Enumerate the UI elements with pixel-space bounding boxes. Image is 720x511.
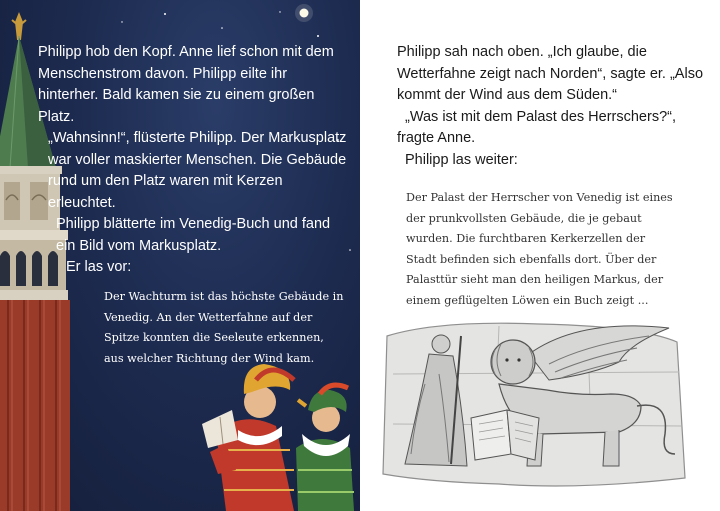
boy-figure bbox=[202, 364, 294, 511]
left-book-excerpt bbox=[104, 287, 344, 369]
right-book-excerpt bbox=[406, 188, 674, 311]
left-quote-text: Der Wachturm ist das höchste Gebäude in Venedig. An der Wetterfahne auf der Spitze konnten die Seeleute erkennen, aus welcher Richtung der Wind kam. bbox=[104, 290, 344, 365]
lion-relief-illustration bbox=[379, 314, 689, 494]
open-book bbox=[471, 410, 539, 460]
girl-figure bbox=[296, 385, 354, 511]
left-paragraph-4: Er las vor: bbox=[66, 259, 132, 275]
right-page bbox=[360, 0, 720, 511]
right-paragraph-1: Philipp sah nach oben. „Ich glaube, die Wetterfahne zeigt nach Norden“, sagte er. „Also kommt der Wind aus dem Süden.“ bbox=[397, 44, 704, 103]
right-paragraph-2: „Was ist mit dem Palast des Herrschers?“, fragte Anne. bbox=[397, 108, 676, 146]
right-paragraph-3: Philipp las weiter: bbox=[405, 151, 518, 168]
left-paragraph-2: „Wahnsinn!“, flüsterte Philipp. Der Markusplatz war voller maskierter Menschen. Die Gebäude rund um den Platz waren mit Kerzen erleuchtet. bbox=[48, 130, 347, 211]
right-story-text bbox=[397, 42, 717, 171]
left-story-text bbox=[38, 42, 348, 279]
left-paragraph-3: Philipp blätterte im Venedig-Buch und fand ein Bild vom Markusplatz. bbox=[56, 216, 331, 254]
left-paragraph-1: Philipp hob den Kopf. Anne lief schon mit dem Menschenstrom davon. Philipp eilte ihr hinterher. Bald kamen sie zu einem großen Platz. bbox=[38, 44, 334, 125]
right-quote-text: Der Palast der Herrscher von Venedig ist eines der prunkvollsten Gebäude, die je gebaut wurden. Die furchtbaren Kerkerzellen der Stadt befinden sich ebenfalls dort. Über der Palasttür sieht man den heiligen Markus, der einem geflügelten Löwen ein Buch zeigt ... bbox=[406, 191, 673, 307]
